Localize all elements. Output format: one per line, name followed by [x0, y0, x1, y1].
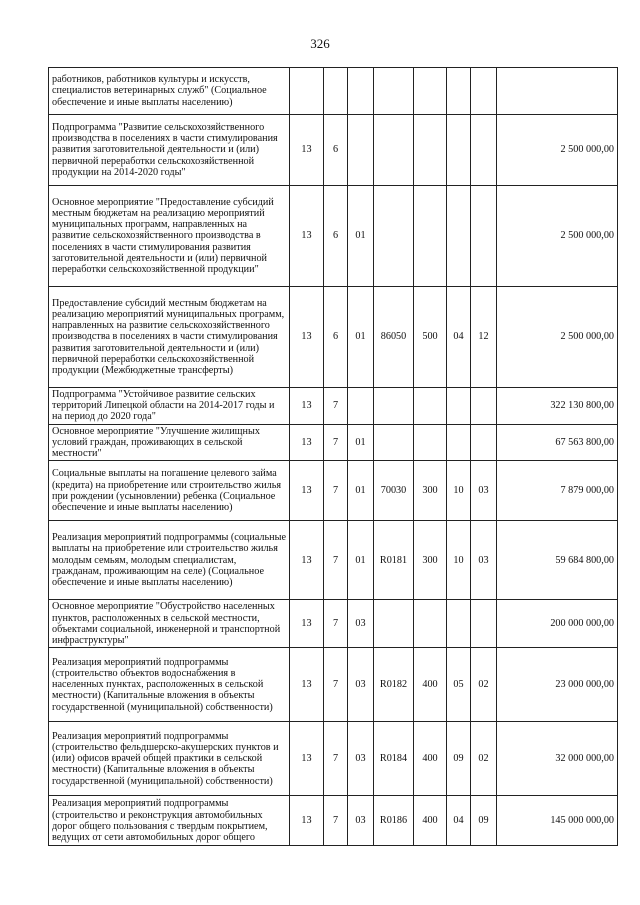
code-cell-2: 6	[324, 115, 348, 186]
table-row	[49, 648, 618, 722]
subsection-cell: 12	[471, 287, 497, 388]
code-cell-1: 13	[290, 287, 324, 388]
expense-type-cell	[414, 115, 447, 186]
amount-cell: 59 684 800,00	[497, 521, 618, 600]
code-cell-3: 01	[348, 461, 374, 521]
section-cell	[447, 388, 471, 425]
amount-cell: 67 563 800,00	[497, 424, 618, 461]
code-cell-1: 13	[290, 424, 324, 461]
code-cell-1: 13	[290, 600, 324, 648]
expense-type-cell: 400	[414, 648, 447, 722]
target-article-cell	[374, 186, 414, 287]
subsection-cell: 03	[471, 521, 497, 600]
code-cell-3: 03	[348, 600, 374, 648]
program-name-cell: Реализация мероприятий подпрограммы (социальные выплаты на приобретение или строительство жилья молодым семьям, молодым специалистам, гражданам, проживающим на селе) (Социальное обеспечение и иные выплаты населению)	[49, 521, 290, 600]
subsection-cell: 02	[471, 722, 497, 796]
amount-cell: 200 000 000,00	[497, 600, 618, 648]
target-article-cell	[374, 68, 414, 115]
amount-cell: 2 500 000,00	[497, 287, 618, 388]
code-cell-2: 7	[324, 461, 348, 521]
table-row	[49, 68, 618, 115]
code-cell-2: 6	[324, 287, 348, 388]
subsection-cell	[471, 600, 497, 648]
subsection-cell	[471, 186, 497, 287]
expense-type-cell	[414, 186, 447, 287]
code-cell-2	[324, 68, 348, 115]
table-row	[49, 424, 618, 461]
target-article-cell: R0182	[374, 648, 414, 722]
target-article-cell: R0181	[374, 521, 414, 600]
code-cell-2: 7	[324, 796, 348, 846]
section-cell: 05	[447, 648, 471, 722]
code-cell-3: 01	[348, 521, 374, 600]
table-row	[49, 600, 618, 648]
code-cell-2: 7	[324, 424, 348, 461]
section-cell	[447, 600, 471, 648]
section-cell: 04	[447, 287, 471, 388]
table-row	[49, 287, 618, 388]
code-cell-3	[348, 115, 374, 186]
table-body	[49, 68, 618, 846]
section-cell: 10	[447, 521, 471, 600]
code-cell-1: 13	[290, 648, 324, 722]
amount-cell: 23 000 000,00	[497, 648, 618, 722]
budget-table	[48, 67, 618, 846]
amount-cell	[497, 68, 618, 115]
code-cell-3: 01	[348, 287, 374, 388]
code-cell-3: 03	[348, 648, 374, 722]
program-name-cell: Основное мероприятие "Предоставление субсидий местным бюджетам на реализацию мероприятий муниципальных программ, направленных на развитие сельскохозяйственного производства в поселениях в части стимулирования развития заготовительной деятельности и (или) первичной переработки сельскохозяйственной продукции"	[49, 186, 290, 287]
table-row	[49, 115, 618, 186]
code-cell-2: 7	[324, 521, 348, 600]
table-row	[49, 796, 618, 846]
target-article-cell	[374, 424, 414, 461]
code-cell-3: 01	[348, 186, 374, 287]
code-cell-2: 7	[324, 648, 348, 722]
expense-type-cell	[414, 388, 447, 425]
section-cell	[447, 424, 471, 461]
expense-type-cell: 400	[414, 796, 447, 846]
expense-type-cell: 300	[414, 521, 447, 600]
subsection-cell	[471, 388, 497, 425]
amount-cell: 322 130 800,00	[497, 388, 618, 425]
subsection-cell: 09	[471, 796, 497, 846]
code-cell-2: 6	[324, 186, 348, 287]
table-row	[49, 722, 618, 796]
section-cell	[447, 115, 471, 186]
code-cell-2: 7	[324, 722, 348, 796]
section-cell	[447, 68, 471, 115]
code-cell-3: 01	[348, 424, 374, 461]
code-cell-3	[348, 388, 374, 425]
expense-type-cell: 500	[414, 287, 447, 388]
target-article-cell: R0186	[374, 796, 414, 846]
program-name-cell: Подпрограмма "Развитие сельскохозяйственного производства в поселениях в части стимулирования развития заготовительной деятельности и (или) первичной переработки сельскохозяйственной продукции на 2014-2020 годы"	[49, 115, 290, 186]
program-name-cell: Предоставление субсидий местным бюджетам на реализацию мероприятий муниципальных программ, направленных на развитие сельскохозяйственного производства в поселениях в части стимулирования развития заготовительной деятельности и (или) первичной переработки сельскохозяйственной продукции (Межбюджетные трансферты)	[49, 287, 290, 388]
program-name-cell: Реализация мероприятий подпрограммы (строительство и реконструкция автомобильных дорог общего пользования с твердым покрытием, ведущих от сети автомобильных дорог общего	[49, 796, 290, 846]
expense-type-cell	[414, 424, 447, 461]
code-cell-3: 03	[348, 796, 374, 846]
code-cell-1	[290, 68, 324, 115]
target-article-cell: 70030	[374, 461, 414, 521]
subsection-cell: 02	[471, 648, 497, 722]
table-row	[49, 186, 618, 287]
program-name-cell: Реализация мероприятий подпрограммы (строительство фельдшерско-акушерских пунктов и (или) офисов врачей общей практики в сельской местности) (Капитальные вложения в объекты государственной (муниципальной) собственности)	[49, 722, 290, 796]
amount-cell: 2 500 000,00	[497, 115, 618, 186]
expense-type-cell	[414, 68, 447, 115]
program-name-cell: Реализация мероприятий подпрограммы (строительство объектов водоснабжения в населенных пунктах, расположенных в сельской местности) (Капитальные вложения в объекты государственной (муниципальной) собственности)	[49, 648, 290, 722]
code-cell-3	[348, 68, 374, 115]
code-cell-2: 7	[324, 388, 348, 425]
code-cell-1: 13	[290, 388, 324, 425]
code-cell-1: 13	[290, 186, 324, 287]
expense-type-cell	[414, 600, 447, 648]
code-cell-3: 03	[348, 722, 374, 796]
page-number: 326	[310, 36, 330, 51]
target-article-cell: R0184	[374, 722, 414, 796]
table-row	[49, 461, 618, 521]
code-cell-1: 13	[290, 521, 324, 600]
subsection-cell: 03	[471, 461, 497, 521]
target-article-cell	[374, 115, 414, 186]
program-name-cell: Основное мероприятие "Обустройство населенных пунктов, расположенных в сельской местности, объектами социальной, инженерной и транспортной инфраструктуры"	[49, 600, 290, 648]
expense-type-cell: 300	[414, 461, 447, 521]
code-cell-1: 13	[290, 461, 324, 521]
program-name-cell: Социальные выплаты на погашение целевого займа (кредита) на приобретение или строительство жилья при рождении (усыновлении) ребенка (Социальное обеспечение и иные выплаты населению)	[49, 461, 290, 521]
expense-type-cell: 400	[414, 722, 447, 796]
target-article-cell	[374, 600, 414, 648]
program-name-cell: работников, работников культуры и искусств, специалистов ветеринарных служб" (Социальное обеспечение и иные выплаты населению)	[49, 68, 290, 115]
code-cell-1: 13	[290, 796, 324, 846]
section-cell: 04	[447, 796, 471, 846]
table-row	[49, 521, 618, 600]
table-row	[49, 388, 618, 425]
code-cell-1: 13	[290, 722, 324, 796]
code-cell-1: 13	[290, 115, 324, 186]
section-cell: 09	[447, 722, 471, 796]
subsection-cell	[471, 424, 497, 461]
target-article-cell: 86050	[374, 287, 414, 388]
section-cell	[447, 186, 471, 287]
section-cell: 10	[447, 461, 471, 521]
amount-cell: 7 879 000,00	[497, 461, 618, 521]
amount-cell: 145 000 000,00	[497, 796, 618, 846]
code-cell-2: 7	[324, 600, 348, 648]
subsection-cell	[471, 68, 497, 115]
program-name-cell: Основное мероприятие "Улучшение жилищных условий граждан, проживающих в сельской местности"	[49, 424, 290, 461]
program-name-cell: Подпрограмма "Устойчивое развитие сельских территорий Липецкой области на 2014-2017 годы и на период до 2020 года"	[49, 388, 290, 425]
amount-cell: 2 500 000,00	[497, 186, 618, 287]
subsection-cell	[471, 115, 497, 186]
amount-cell: 32 000 000,00	[497, 722, 618, 796]
target-article-cell	[374, 388, 414, 425]
